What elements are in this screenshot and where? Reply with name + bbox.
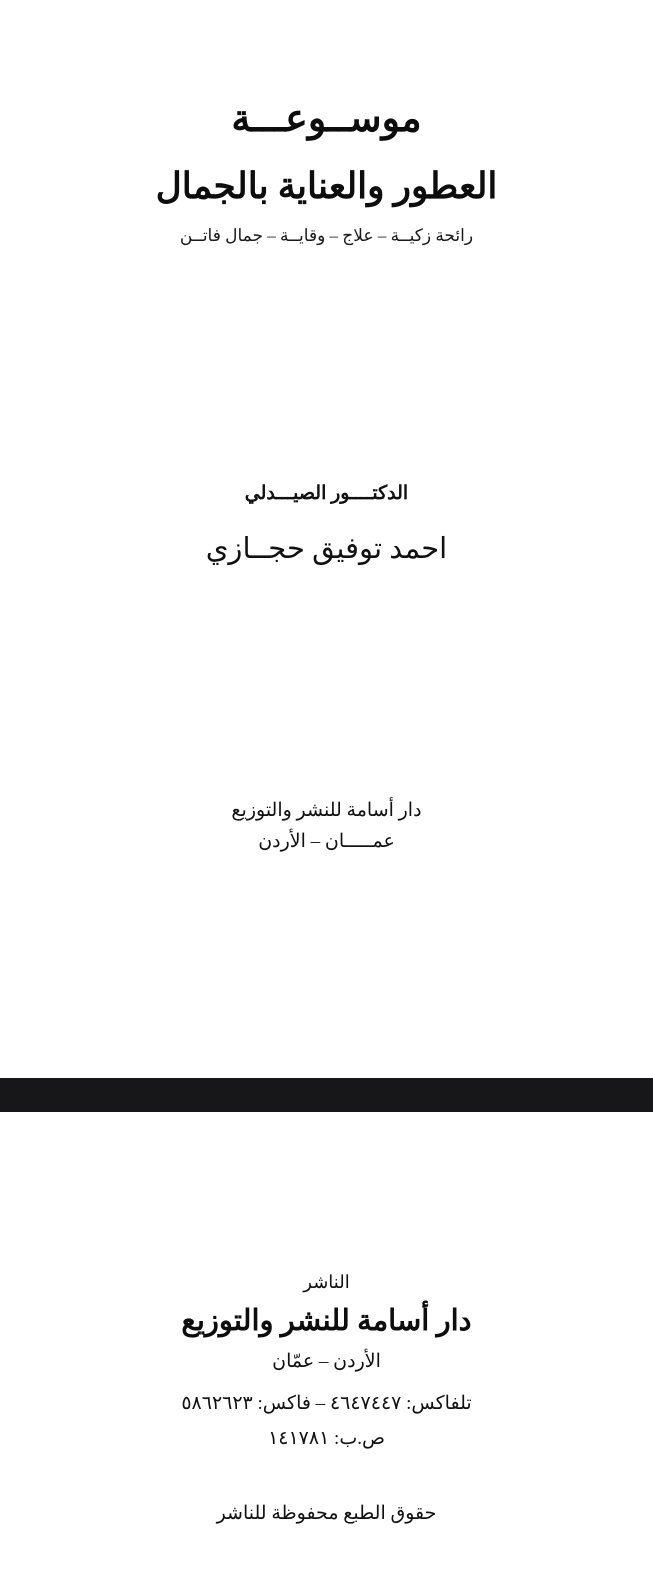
- publisher-name-top: دار أسامة للنشر والتوزيع: [231, 800, 422, 821]
- colophon-page-area: [0, 1112, 653, 1580]
- book-title-line-2: العطور والعناية بالجمال: [155, 165, 498, 206]
- colophon-publisher-name: دار أسامة للنشر والتوزيع: [181, 1305, 472, 1337]
- colophon-rights: حقوق الطبع محفوظة للناشر: [216, 1502, 437, 1524]
- colophon-po-box: ص.ب: ١٤١٧٨١: [268, 1428, 385, 1450]
- colophon-publisher-label: الناشر: [303, 1272, 350, 1292]
- page-bottom-edge: [0, 1570, 653, 1580]
- book-title-line-1: موســوعـــة: [231, 98, 422, 140]
- author-name: احمد توفيق حجــازي: [205, 533, 448, 565]
- publisher-location-top: عمـــــان – الأردن: [258, 831, 395, 853]
- author-block: [0, 482, 653, 566]
- page-separator-band: [0, 1078, 653, 1112]
- colophon-block: [0, 1272, 653, 1530]
- colophon-phone: تلفاكس: ٤٦٤٧٤٤٧ – فاكس: ٥٨٦٢٦٢٣: [181, 1393, 472, 1414]
- title-block: [0, 96, 653, 246]
- book-subtitle: رائحة زكيــة – علاج – وقايــة – جمال فاتــن: [179, 226, 474, 246]
- colophon-place: الأردن – عمّان: [272, 1351, 381, 1372]
- publisher-block-top: [0, 795, 653, 858]
- author-role: الدكتــــور الصيـــدلي: [244, 483, 409, 504]
